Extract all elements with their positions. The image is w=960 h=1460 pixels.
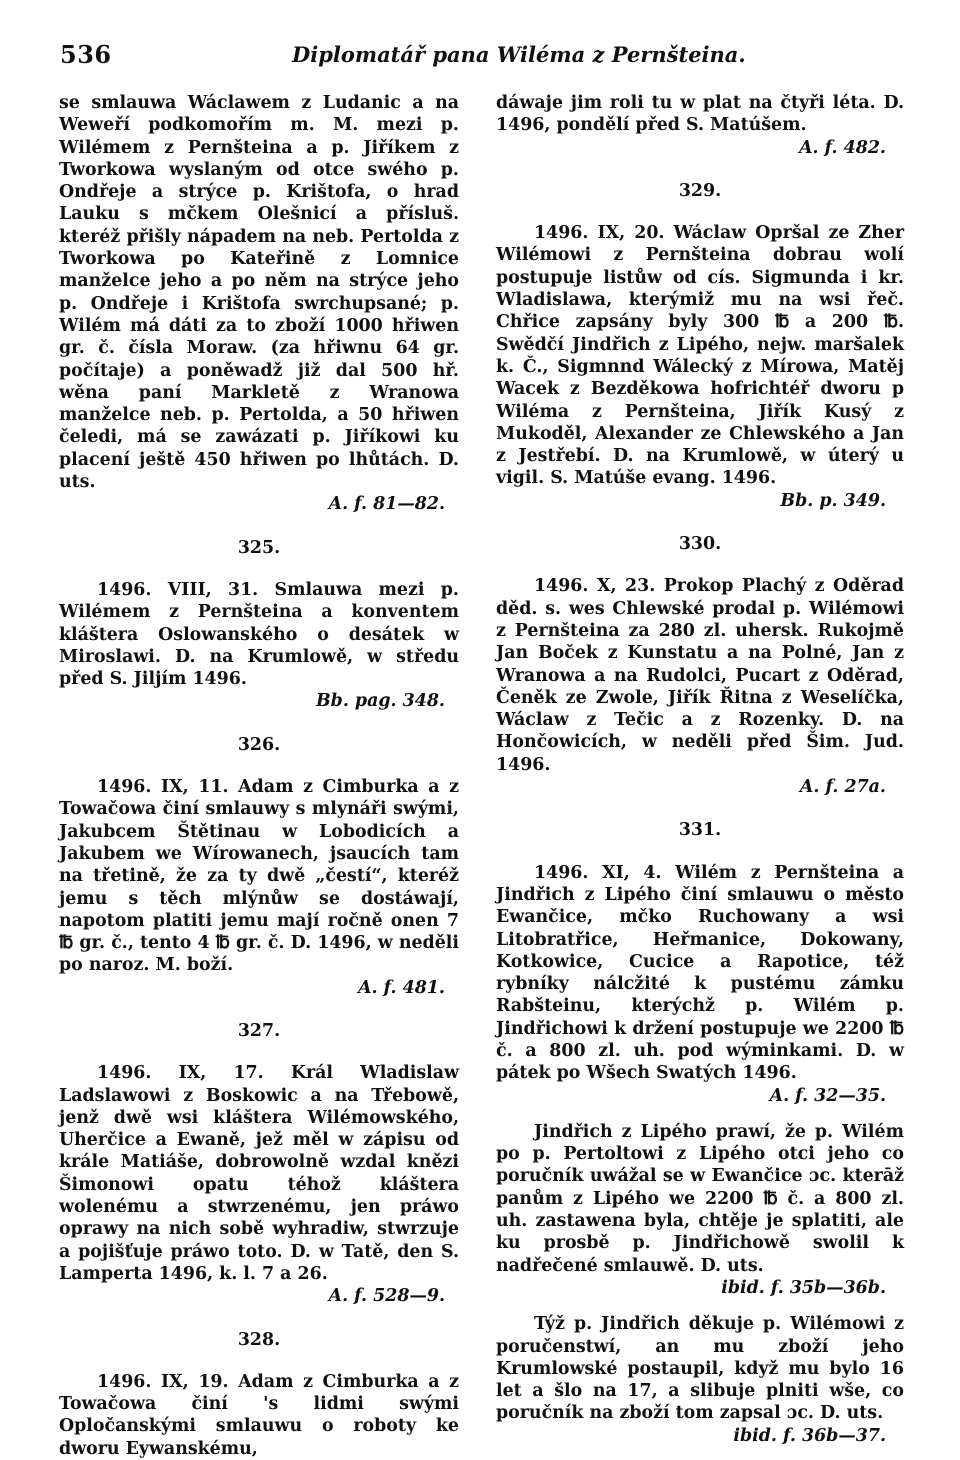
entry-number: 326. <box>237 734 281 755</box>
entry-text: 1496. IX, 11. Adam z Cimburka a z Towačowa činí smlauwy s mlynáři swými, Jakubcem Štětinau w Lobodicích a Jakubem we Wírowanech, jsaucích tam na třetině, že za ty dwě „čestí“, kteréž jemu s těch mlýnůw se dostáwají, napotom platiti jemu mají ročně onen 7 ℔ gr. č., tento 4 ℔ gr. č. D. 1496, w neděli po naroz. M. boží. <box>59 777 459 976</box>
entry-text: 1496. IX, 20. Wáclaw Opršal ze Zher Wilémowi z Pernšteina dobrau wolí postupuje listůw od cís. Sigmunda i kr. Wladislawa, kterýmiž mu na wsi řeč. Chřice zapsány byly 300 ℔ a 200 ℔. Swědčí Jindřich z Lipého, nejw. maršalek k. Č., Sigmnnd Wálecký z Mírowa, Matěj Wacek z Bezděkowa hofrichtéř dworu p Wiléma z Pernšteina, Jiřík Kusý z Mukoděl, Alexander ze Chlewského a Jan z Jestřebí. D. na Krumlowě, w úterý u vigil. S. Matúše evang. 1496. <box>496 223 904 489</box>
entry-number: 331. <box>678 820 722 841</box>
source-reference: Bb. p. 349. <box>780 490 886 511</box>
entry-text: 1496. IX, 19. Adam z Cimburka a z Towačowa činí 's lidmi swými Opločanskými smlauwu o roboty ke dworu Eywanskému, <box>59 1371 459 1459</box>
entry-number: 325. <box>237 537 281 558</box>
entry-number: 327. <box>237 1020 281 1041</box>
source-reference: A. f. 81—82. <box>328 494 445 515</box>
source-reference: ibid. f. 35b—36b. <box>721 1277 886 1298</box>
paragraph-text: Týž p. Jindřich děkuje p. Wilémowi z poručenstwí, an mu zboží jeho Krumlowské postaupil, když mu bylo 16 let a šlo na 17, a slibuje plniti wše, co poručník na zboží tom zapsal ɔc. D. uts. <box>496 1314 904 1424</box>
page-number: 536 <box>60 40 112 69</box>
right-column <box>496 92 904 1447</box>
source-reference: A. f. 27a. <box>799 777 886 798</box>
source-reference: A. f. 481. <box>358 977 445 998</box>
source-reference: A. f. 528—9. <box>328 1286 445 1307</box>
entry-text: 1496. X, 23. Prokop Plachý z Oděrad děd. s. wes Chlewské prodal p. Wilémowi z Pernšteina za 280 zl. uhersk. Rukojmě Jan Boček z Kunstatu a na Polné, Jan z Wranowa a na Rudolci, Pucart z Oděrad, Čeněk ze Zwole, Jiřík Řitna z Weselíčka, Wáclaw z Tečic a z Rozenky. D. na Hončowicích, w neděli před Šim. Jud. 1496. <box>496 576 904 775</box>
source-reference: A. f. 32—35. <box>769 1085 886 1106</box>
left-column <box>59 92 459 1460</box>
entry-number: 328. <box>237 1329 281 1350</box>
entry-text: 1496. IX, 17. Král Wladislaw Ladslawowi z Boskowic a na Třebowě, jenž dwě wsi kláštera Wilémowského, Uherčice a Ewaně, jež měl w zápisu od krále Matiáše, dobrowolně wzdal knězi Šimonowi opatu téhož kláštera wolenému a stwrzenému, jen práwo oprawy na nich sobě wyhradiw, stwrzuje a pojišťuje práwo toto. D. w Tatě, den S. Lamperta 1496, k. l. 7 a 26. <box>59 1063 459 1284</box>
continuation-text: dáwaje jim roli tu w plat na čtyři léta. D. 1496, pondělí před S. Matúšem. <box>496 93 904 136</box>
entry-number: 329. <box>678 180 722 201</box>
continuation-text: se smlauwa Wáclawem z Ludanic a na Weweří podkomořím m. M. mezi p. Wilémem z Pernšteina a p. Jiříkem z Tworkowa wyslaným od otce swého p. Ondřeje a strýce p. Krištofa, o hrad Lauku s mčkem Olešnicí a přísluš. kteréž přišly nápadem na neb. Pertolda z Tworkowa po Kateřině z Lomnice manželce jeho a po něm na strýce jeho p. Ondřeje i Krištofa swrchupsané; p. Wilém má dáti za to zboží 1000 hřiwen gr. č. čísla Moraw. (za hřiwnu 64 gr. počítaje) a poněwadž již dal 500 hř. wěna paní Markletě z Wranowa manželce neb. p. Pertolda, a 50 hřiwen čeledi, má se zawázati p. Jiříkowi ku placení ještě 450 hřiwen po lhůtách. D. uts. <box>59 93 459 493</box>
entry-text: 1496. XI, 4. Wilém z Pernšteina a Jindřich z Lipého činí smlauwu o město Ewančice, mčko Ruchowany a wsi Litobratřice, Heřmanice, Dokowany, Kotkowice, Cucice a Rapotice, též rybníky nálcžité k pustému zámku Rabšteinu, kterýchž p. Wilém p. Jindřichowi k držení postupuje we 2200 ℔ č. a 800 zl. uh. pod wýminkami. D. w pátek po Wšech Swatých 1496. <box>496 862 904 1084</box>
source-reference: A. f. 482. <box>799 137 886 158</box>
paragraph-text: Jindřich z Lipého prawí, že p. Wilém po p. Pertoltowi z Lipého otci jeho co poručník uwážal se w Ewančice ɔc. kterāž panům z Lipého we 2200 ℔ č. a 800 zl. uh. zastawena byla, chtěje je splatiti, ale ku prosbě p. Jindřichowě swolil k nadřečené smlauwě. D. uts. <box>496 1121 904 1276</box>
entry-text: 1496. VIII, 31. Smlauwa mezi p. Wilémem z Pernšteina a konventem kláštera Oslowanského o desátek w Miroslawi. D. na Krumlowě, w středu před S. Jiljím 1496. <box>59 579 459 690</box>
source-reference: ibid. f. 36b—37. <box>733 1425 886 1446</box>
page-header <box>60 40 902 74</box>
entry-number: 330. <box>678 534 722 555</box>
source-reference: Bb. pag. 348. <box>315 691 445 712</box>
running-title: Diplomatář pana Wiléma z Pernšteina. <box>292 42 746 67</box>
